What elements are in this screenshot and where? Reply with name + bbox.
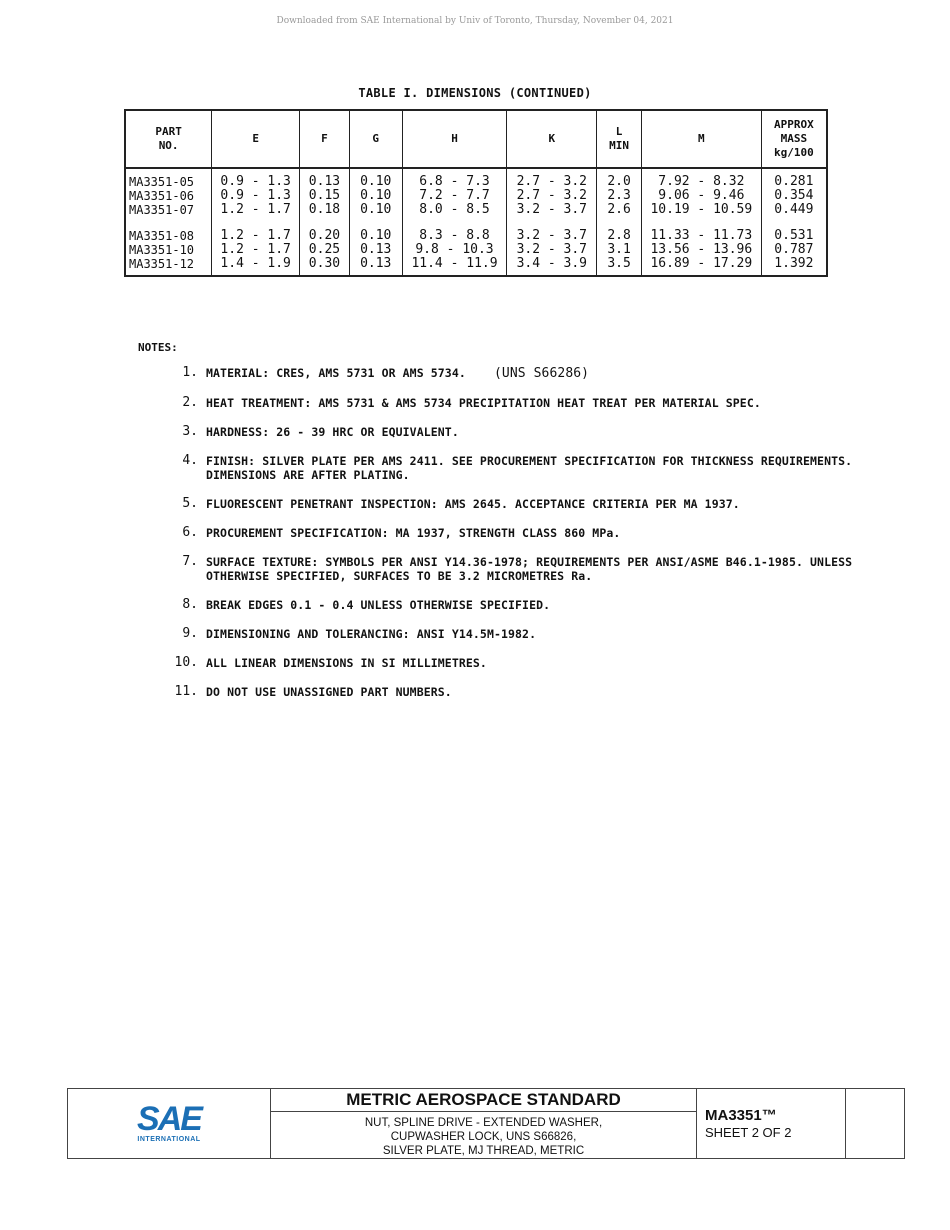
- note-text: FLUORESCENT PENETRANT INSPECTION: AMS 2645. ACCEPTANCE CRITERIA PER MA 1937.: [206, 497, 740, 511]
- cell-h: 8.3 - 8.8: [402, 217, 507, 243]
- cell-e: 1.2 - 1.7: [212, 243, 300, 257]
- cell-mass: 0.449: [761, 203, 827, 217]
- note-text: HARDNESS: 26 - 39 HRC OR EQUIVALENT.: [206, 425, 459, 439]
- cell-h: 7.2 - 7.7: [402, 189, 507, 203]
- cell-f: 0.25: [300, 243, 350, 257]
- cell-k: 3.4 - 3.9: [507, 257, 597, 276]
- note-item: [160, 396, 880, 410]
- note-item: [160, 497, 880, 511]
- header-k: K: [507, 110, 597, 168]
- note-number: 8.: [182, 597, 198, 612]
- download-watermark: Downloaded from SAE International by Univ of Toronto, Thursday, November 04, 2021: [276, 16, 674, 26]
- cell-k: 3.2 - 3.7: [507, 203, 597, 217]
- note-text: FINISH: SILVER PLATE PER AMS 2411. SEE PROCUREMENT SPECIFICATION FOR THICKNESS REQUIREMENTS. DIMENSIONS ARE AFTER PLATING.: [206, 454, 853, 482]
- cell-mass: 0.354: [761, 189, 827, 203]
- cell-f: 0.20: [300, 217, 350, 243]
- header-h: H: [402, 110, 507, 168]
- note-text: SURFACE TEXTURE: SYMBOLS PER ANSI Y14.36-1978; REQUIREMENTS PER ANSI/ASME B46.1-1985. UNLESS OTHERWISE SPECIFIED, SURFACES TO BE 3.2 MICROMETRES Ra.: [206, 555, 853, 583]
- cell-m: 7.92 - 8.32: [641, 168, 761, 189]
- cell-h: 11.4 - 11.9: [402, 257, 507, 276]
- note-number: 9.: [182, 626, 198, 641]
- cell-g: 0.13: [349, 257, 402, 276]
- cell-h: 6.8 - 7.3: [402, 168, 507, 189]
- note-item: [160, 598, 880, 612]
- note-text: BREAK EDGES 0.1 - 0.4 UNLESS OTHERWISE SPECIFIED.: [206, 598, 551, 612]
- cell-k: 2.7 - 3.2: [507, 189, 597, 203]
- cell-l: 3.1: [597, 243, 642, 257]
- note-item: [160, 454, 880, 482]
- blank-cell: [846, 1089, 904, 1158]
- note-number: 2.: [182, 395, 198, 410]
- cell-part: MA3351-08: [125, 217, 212, 243]
- sheet-number: SHEET 2 OF 2: [705, 1124, 792, 1140]
- note-text: PROCUREMENT SPECIFICATION: MA 1937, STRENGTH CLASS 860 MPa.: [206, 526, 621, 540]
- cell-mass: 0.787: [761, 243, 827, 257]
- note-number: 5.: [182, 496, 198, 511]
- table-header-row: [125, 110, 827, 168]
- cell-h: 8.0 - 8.5: [402, 203, 507, 217]
- cell-f: 0.18: [300, 203, 350, 217]
- cell-k: 3.2 - 3.7: [507, 217, 597, 243]
- note-number: 6.: [182, 525, 198, 540]
- note-number: 3.: [182, 424, 198, 439]
- cell-e: 0.9 - 1.3: [212, 189, 300, 203]
- cell-l: 2.3: [597, 189, 642, 203]
- note-text: MATERIAL: CRES, AMS 5731 OR AMS 5734. (UNS S66286): [206, 366, 590, 381]
- note-item: [160, 526, 880, 540]
- part-description: NUT, SPLINE DRIVE - EXTENDED WASHER, CUPWASHER LOCK, UNS S66826, SILVER PLATE, MJ THREAD, METRIC: [364, 1117, 603, 1157]
- cell-g: 0.10: [349, 168, 402, 189]
- table-row: [125, 203, 827, 217]
- title-cell: [271, 1089, 697, 1158]
- notes-title: NOTES:: [138, 341, 178, 354]
- note-text: DIMENSIONING AND TOLERANCING: ANSI Y14.5M-1982.: [206, 627, 537, 641]
- cell-part: MA3351-10: [125, 243, 212, 257]
- note-item: [160, 425, 880, 439]
- sae-logo-subtitle: INTERNATIONAL: [137, 1136, 201, 1143]
- cell-f: 0.13: [300, 168, 350, 189]
- document-number-cell: [697, 1089, 846, 1158]
- sae-logo-mark: SAE: [137, 1100, 201, 1138]
- cell-mass: 0.531: [761, 217, 827, 243]
- header-g: G: [349, 110, 402, 168]
- header-m: M: [641, 110, 761, 168]
- note-number: 7.: [182, 554, 198, 569]
- table-row: [125, 243, 827, 257]
- cell-e: 1.2 - 1.7: [212, 203, 300, 217]
- cell-g: 0.10: [349, 217, 402, 243]
- dimensions-table: [124, 109, 828, 277]
- table-row: [125, 189, 827, 203]
- title-block: [67, 1088, 905, 1159]
- header-l-min: L MIN: [597, 110, 642, 168]
- header-part-no: PART NO.: [125, 110, 212, 168]
- note-item: [160, 685, 880, 699]
- document-number: MA3351™: [705, 1106, 777, 1124]
- note-item: [160, 555, 880, 583]
- cell-k: 2.7 - 3.2: [507, 168, 597, 189]
- cell-e: 1.2 - 1.7: [212, 217, 300, 243]
- note-text: DO NOT USE UNASSIGNED PART NUMBERS.: [206, 685, 452, 699]
- cell-g: 0.10: [349, 189, 402, 203]
- cell-m: 9.06 - 9.46: [641, 189, 761, 203]
- cell-g: 0.13: [349, 243, 402, 257]
- cell-part: MA3351-06: [125, 189, 212, 203]
- cell-m: 13.56 - 13.96: [641, 243, 761, 257]
- note-number: 10.: [174, 655, 198, 670]
- cell-mass: 1.392: [761, 257, 827, 276]
- sae-logo: [68, 1089, 271, 1158]
- cell-l: 2.6: [597, 203, 642, 217]
- cell-f: 0.30: [300, 257, 350, 276]
- table-row: [125, 257, 827, 276]
- table-row: [125, 168, 827, 189]
- cell-h: 9.8 - 10.3: [402, 243, 507, 257]
- cell-l: 3.5: [597, 257, 642, 276]
- cell-m: 16.89 - 17.29: [641, 257, 761, 276]
- header-approx-mass: APPROX MASS kg/100: [761, 110, 827, 168]
- note-item: [160, 366, 880, 381]
- note-item: [160, 627, 880, 641]
- standard-title: METRIC AEROSPACE STANDARD: [271, 1089, 696, 1112]
- cell-part: MA3351-12: [125, 257, 212, 276]
- table-row: [125, 217, 827, 243]
- table-title: TABLE I. DIMENSIONS (CONTINUED): [358, 86, 592, 100]
- header-e: E: [212, 110, 300, 168]
- cell-m: 11.33 - 11.73: [641, 217, 761, 243]
- note-number: 1.: [182, 365, 198, 380]
- notes-list: [160, 366, 880, 714]
- cell-m: 10.19 - 10.59: [641, 203, 761, 217]
- header-f: F: [300, 110, 350, 168]
- note-number: 11.: [174, 684, 198, 699]
- cell-f: 0.15: [300, 189, 350, 203]
- note-number: 4.: [182, 453, 198, 468]
- note-extra: (UNS S66286): [493, 366, 590, 381]
- cell-e: 0.9 - 1.3: [212, 168, 300, 189]
- cell-l: 2.8: [597, 217, 642, 243]
- cell-part: MA3351-07: [125, 203, 212, 217]
- cell-l: 2.0: [597, 168, 642, 189]
- cell-g: 0.10: [349, 203, 402, 217]
- cell-mass: 0.281: [761, 168, 827, 189]
- cell-e: 1.4 - 1.9: [212, 257, 300, 276]
- cell-part: MA3351-05: [125, 168, 212, 189]
- note-item: [160, 656, 880, 670]
- note-text: ALL LINEAR DIMENSIONS IN SI MILLIMETRES.: [206, 656, 487, 670]
- cell-k: 3.2 - 3.7: [507, 243, 597, 257]
- note-text: HEAT TREATMENT: AMS 5731 & AMS 5734 PRECIPITATION HEAT TREAT PER MATERIAL SPEC.: [206, 396, 761, 410]
